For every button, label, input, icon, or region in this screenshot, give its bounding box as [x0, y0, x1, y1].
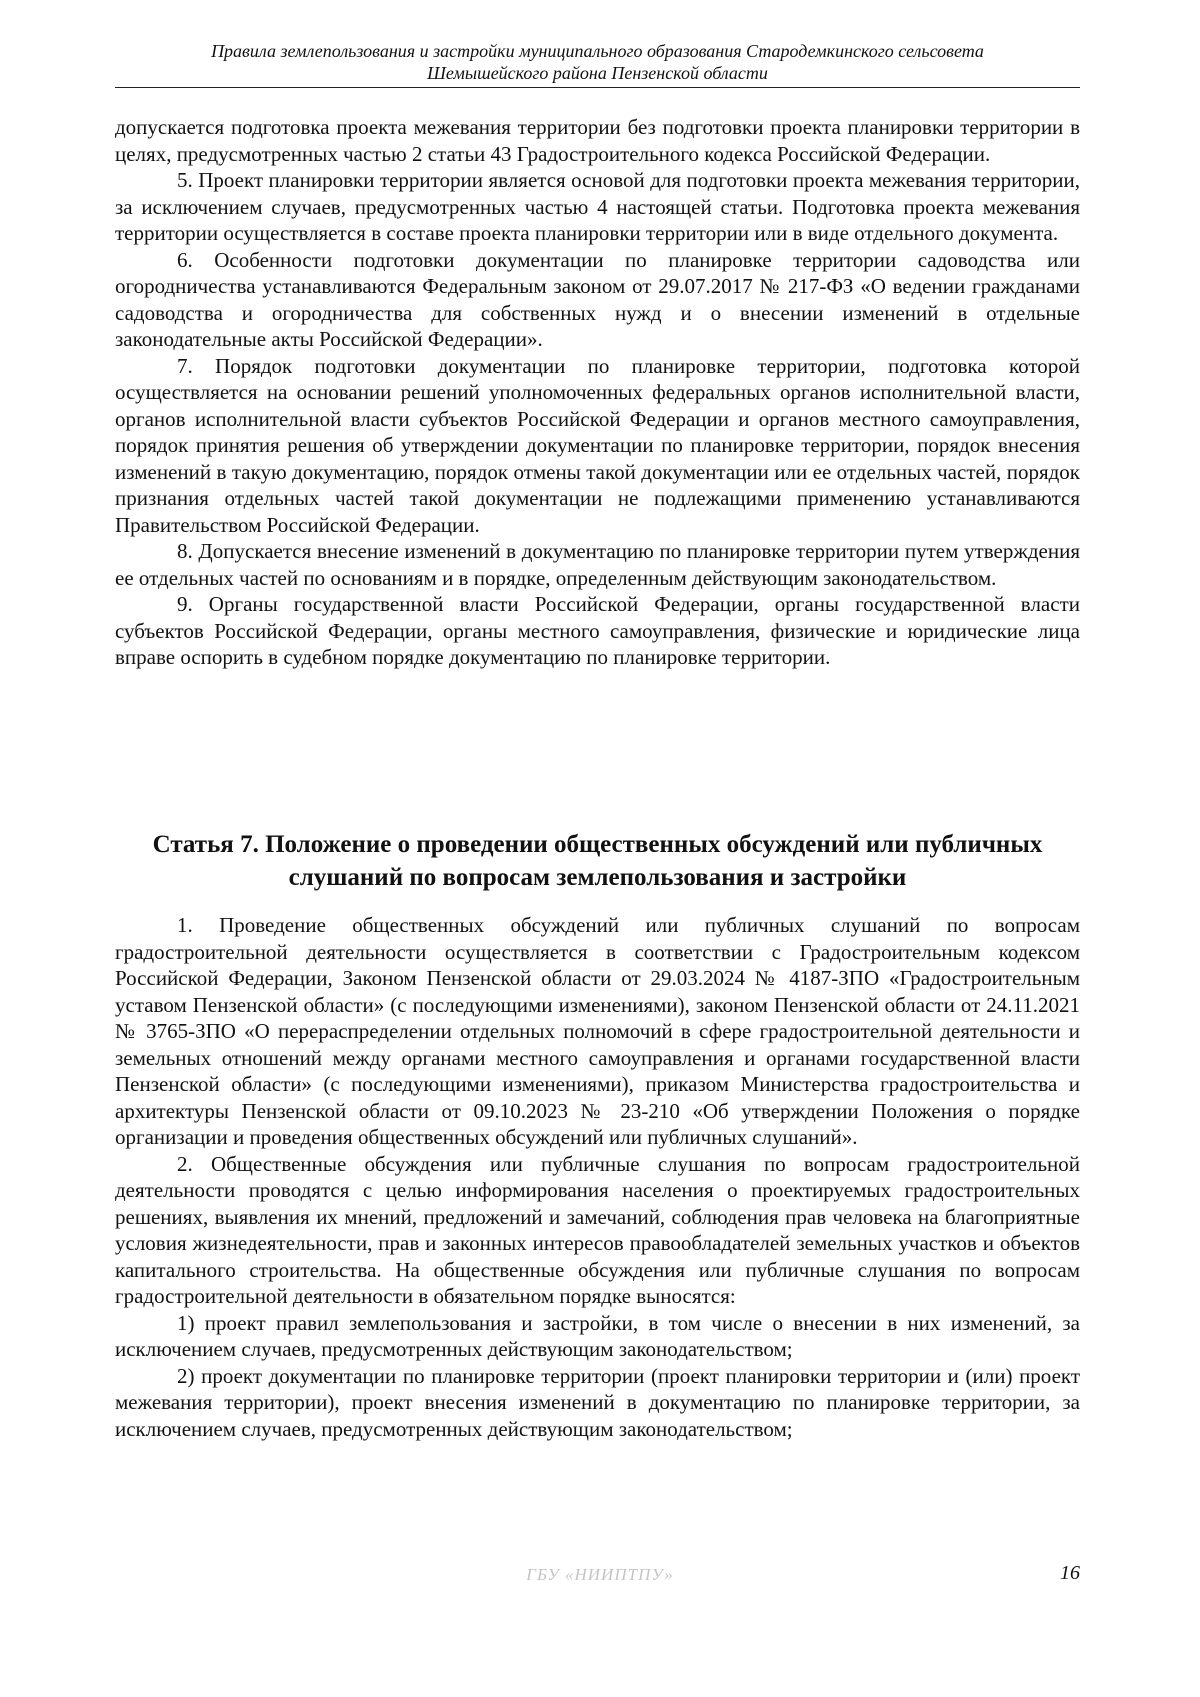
page-number: 16 [1060, 1562, 1080, 1584]
paragraph-6: 6. Особенности подготовки документации по планировке территории садоводства или огородничества устанавливаются Федеральным законом от 29.07.2017 № 217-ФЗ «О ведении гражданами садоводства и огородничества для собственных нужд и о внесении изменений в отдельные законодательные акты Российской Федерации». [115, 247, 1080, 351]
header-divider [115, 87, 1080, 88]
document-body [115, 114, 1080, 671]
footer-organization: ГБУ «НИИПТПУ» [526, 1565, 674, 1584]
article-paragraph-1: 1. Проведение общественных обсуждений или публичных слушаний по вопросам градостроительной деятельности осуществляется в соответствии с Градостроительным кодексом Российской Федерации, Законом Пензенской области от 29.03.2024 № 4187-ЗПО «Градостроительным уставом Пензенской области» (с последующими изменениями), законом Пензенской области от 24.11.2021 № 3765-ЗПО «О перераспределении отдельных полномочий в сфере градостроительной деятельности и земельных отношений между органами местного самоуправления и органами государственной власти Пензенской области» (с последующими изменениями), приказом Министерства градостроительства и архитектуры Пензенской области от 09.10.2023 № 23-210 «Об утверждении Положения о порядке организации и проведения общественных обсуждений или публичных слушаний». [115, 913, 1080, 1149]
paragraph-8: 8. Допускается внесение изменений в документацию по планировке территории путем утверждения ее отдельных частей по основаниям и в порядке, определенным действующим законодательством. [115, 539, 1080, 590]
article-paragraph-2: 2. Общественные обсуждения или публичные слушания по вопросам градостроительной деятельности проводятся с целью информирования населения о проектируемых градостроительных решениях, выявления их мнений, предложений и замечаний, соблюдения прав человека на благоприятные условия жизнедеятельности, прав и законных интересов правообладателей земельных участков и объектов капитального строительства. На общественные обсуждения или публичные слушания по вопросам градостроительной деятельности в обязательном порядке выносятся: [115, 1151, 1080, 1308]
paragraph-5: 5. Проект планировки территории является основой для подготовки проекта межевания территории, за исключением случаев, предусмотренных частью 4 настоящей статьи. Подготовка проекта межевания территории осуществляется в составе проекта планировки территории или в виде отдельного документа. [115, 168, 1080, 245]
article-list-item-1: 1) проект правил землепользования и застройки, в том числе о внесении в них изменений, за исключением случаев, предусмотренных действующим законодательством; [115, 1310, 1080, 1361]
header-line-1: Правила землепользования и застройки муниципального образования Стародемкинского сельсовета [211, 41, 984, 61]
paragraph-9: 9. Органы государственной власти Российской Федерации, органы государственной власти субъектов Российской Федерации, органы местного самоуправления, физические и юридические лица вправе оспорить в судебном порядке документацию по планировке территории. [115, 592, 1080, 669]
header-line-2: Шемышейского района Пензенской области [427, 63, 768, 83]
page-header [115, 40, 1080, 84]
article-body [115, 912, 1080, 1442]
article-list-item-2: 2) проект документации по планировке территории (проект планировки территории и (или) проект межевания территории), проект внесения изменений в документацию по планировке территории, за исключением случаев, предусмотренных действующим законодательством; [115, 1363, 1080, 1441]
article-title-line-1: Статья 7. Положение о проведении общественных обсуждений или публичных [152, 831, 1043, 858]
paragraph-7: 7. Порядок подготовки документации по планировке территории, подготовка которой осуществляется на основании решений уполномоченных федеральных органов исполнительной власти, органов исполнительной власти субъектов Российской Федерации и органов местного самоуправления, порядок принятия решения об утверждении документации по планировке территории, порядок внесения изменений в такую документацию, порядок отмены такой документации или ее отдельных частей, порядок признания отдельных частей такой документации не подлежащими применению устанавливаются Правительством Российской Федерации. [115, 353, 1080, 537]
article-title-line-2: слушаний по вопросам землепользования и застройки [288, 864, 907, 891]
paragraph-continuation: допускается подготовка проекта межевания территории без подготовки проекта планировки территории в целях, предусмотренных частью 2 статьи 43 Градостроительного кодекса Российской Федерации. [115, 115, 1080, 166]
article-title [115, 828, 1080, 894]
